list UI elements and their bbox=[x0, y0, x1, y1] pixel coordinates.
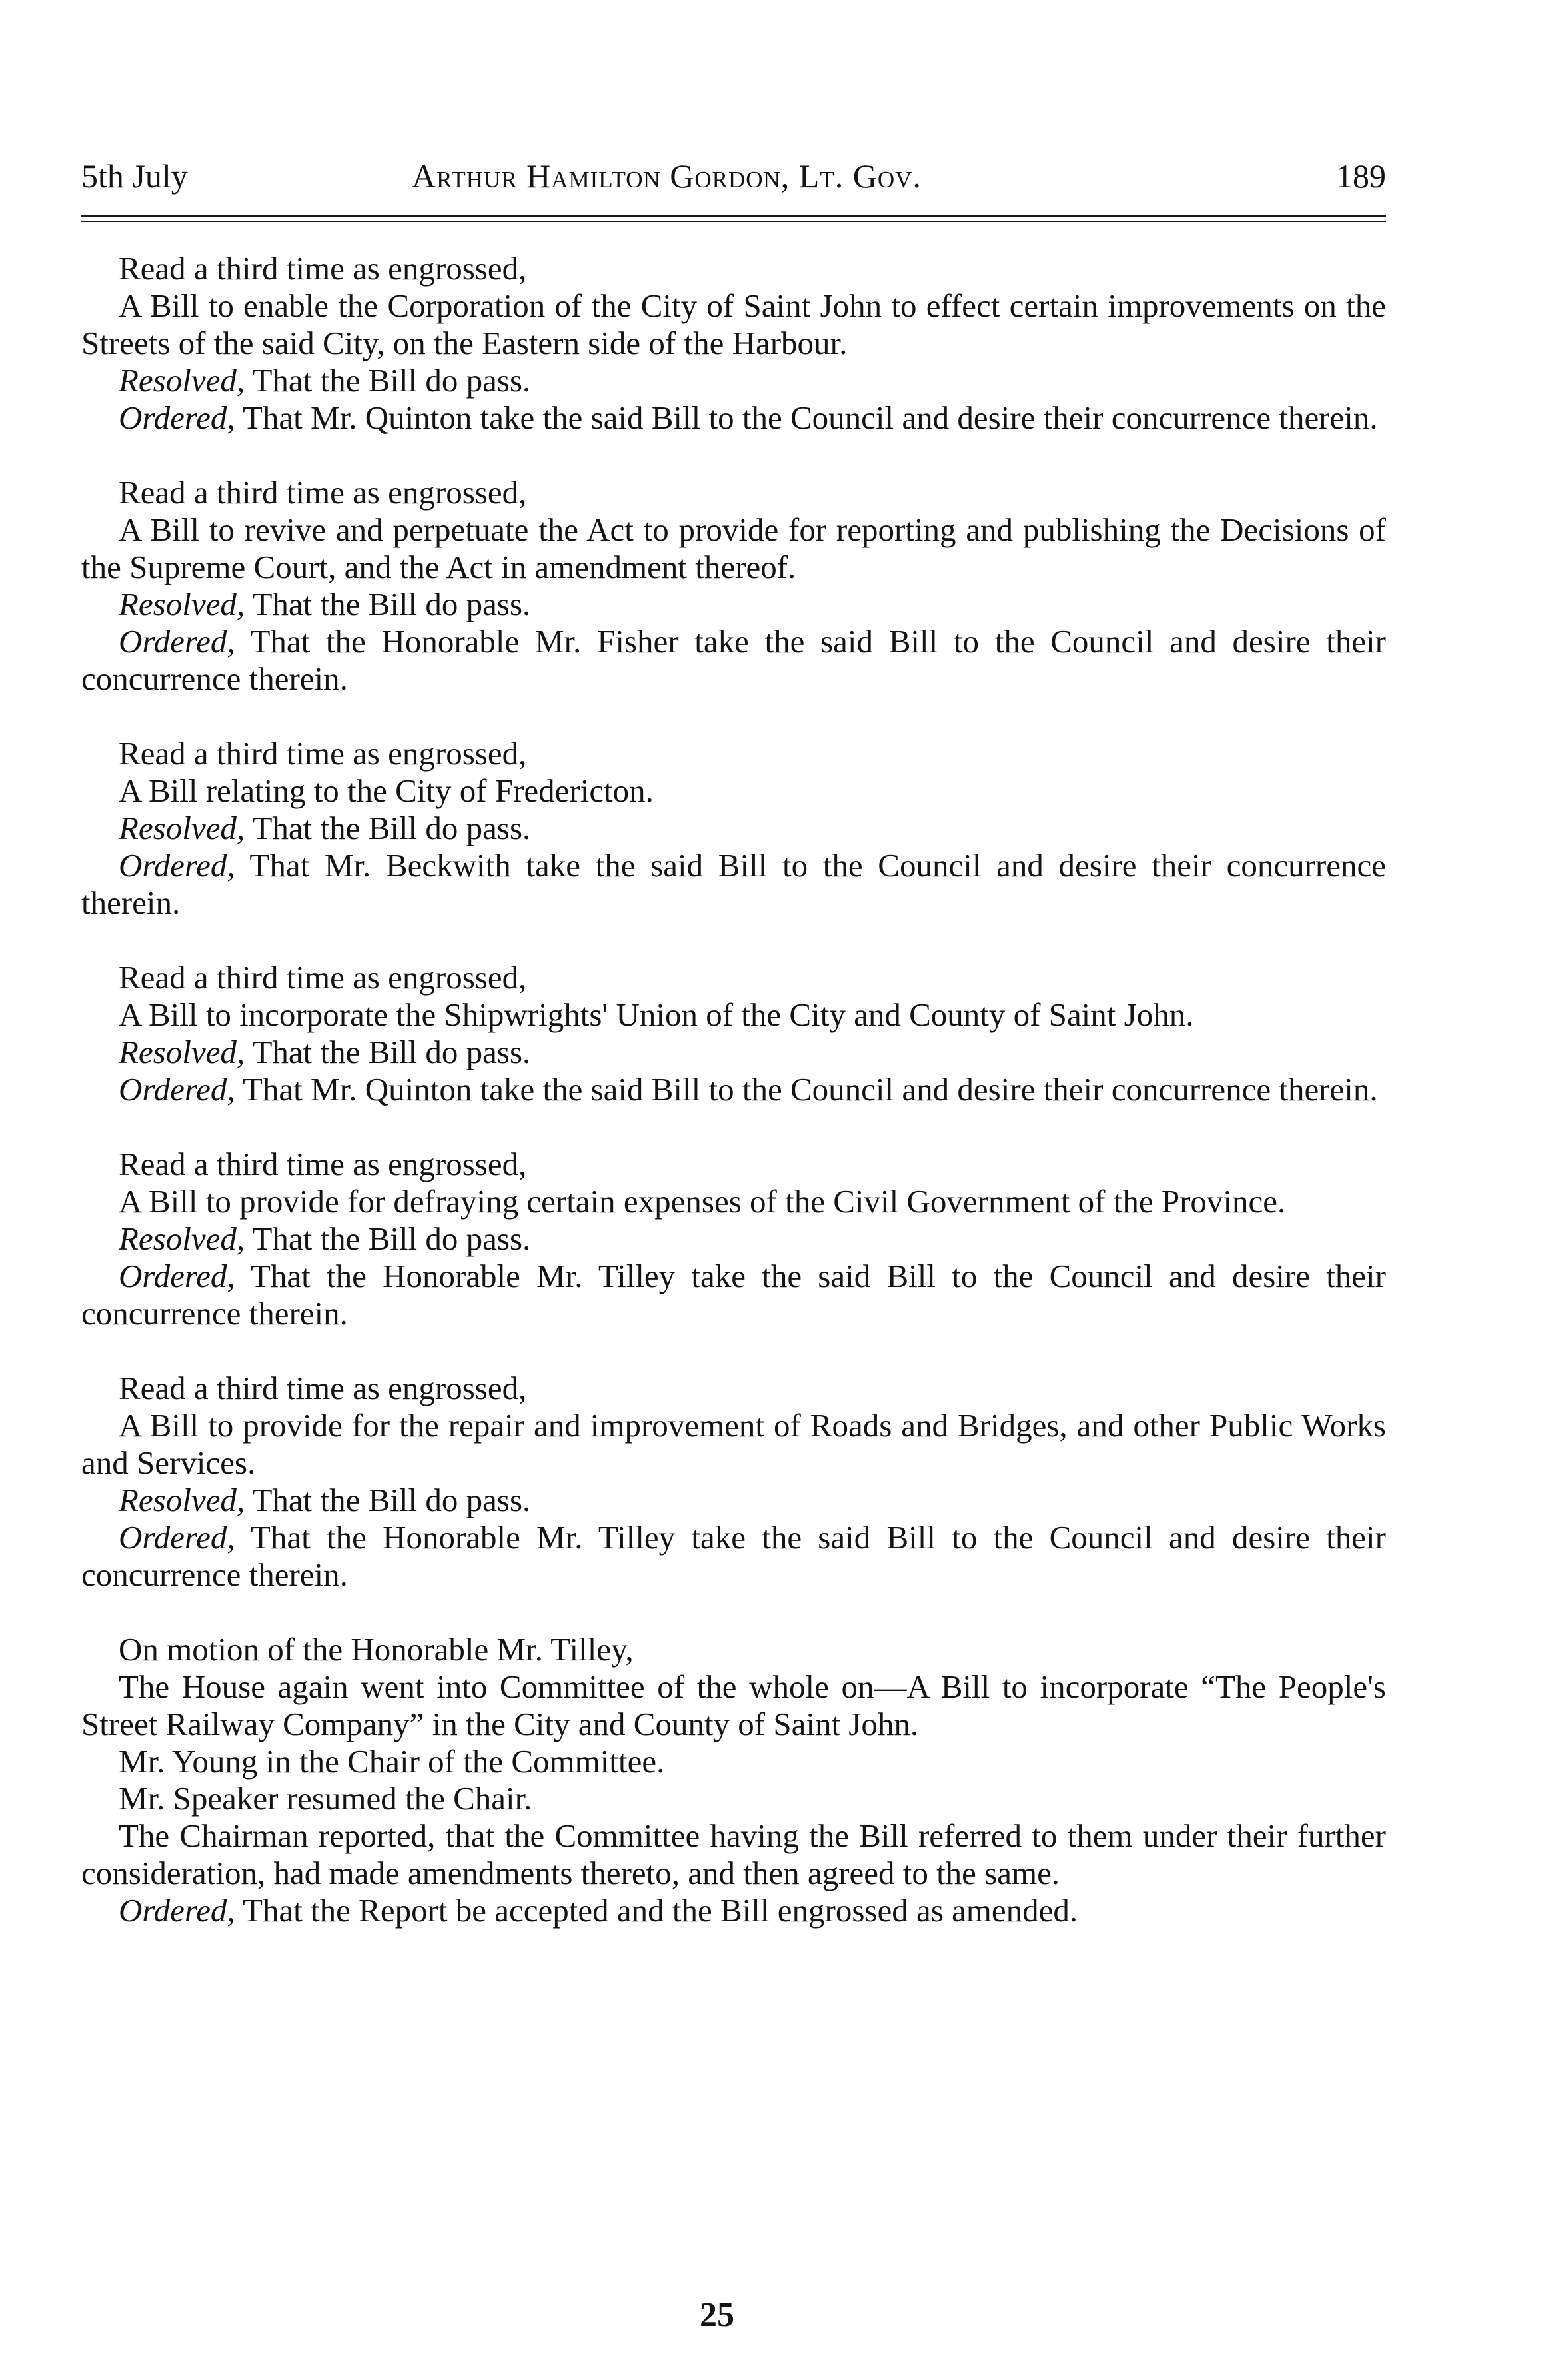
entry-paragraph bbox=[81, 474, 1386, 511]
entry-paragraph bbox=[81, 996, 1386, 1034]
journal-entry bbox=[81, 1370, 1386, 1594]
paragraph-text: That the Bill do pass. bbox=[245, 810, 531, 846]
paragraph-text: That the Honorable Mr. Tilley take the said Bill to the Council and desire their concurrence therein. bbox=[81, 1258, 1386, 1332]
header-title: Arthur Hamilton Gordon, Lt. Gov. bbox=[412, 157, 922, 195]
journal-entry bbox=[81, 1146, 1386, 1332]
paragraph-text: Mr. Young in the Chair of the Committee. bbox=[119, 1743, 665, 1780]
paragraph-text: That the Report be accepted and the Bill engrossed as amended. bbox=[235, 1892, 1078, 1929]
entry-paragraph bbox=[81, 1817, 1386, 1892]
paragraph-lead: Resolved, bbox=[119, 586, 245, 622]
entry-paragraph bbox=[81, 1892, 1386, 1929]
entry-paragraph bbox=[81, 1780, 1386, 1817]
paragraph-text: The Chairman reported, that the Committee having the Bill referred to them under their further consideration, had made amendments thereto, and then agreed to the same. bbox=[81, 1817, 1386, 1891]
entry-paragraph bbox=[81, 1183, 1386, 1220]
entry-paragraph bbox=[81, 847, 1386, 922]
header-date: 5th July bbox=[81, 157, 188, 195]
paragraph-text: That the Bill do pass. bbox=[245, 1034, 531, 1070]
entry-paragraph bbox=[81, 1220, 1386, 1258]
paragraph-text: A Bill to provide for defraying certain expenses of the Civil Government of the Province. bbox=[119, 1183, 1286, 1220]
header-rule-thin bbox=[81, 221, 1386, 222]
entry-paragraph bbox=[81, 399, 1386, 437]
entry-paragraph bbox=[81, 1668, 1386, 1743]
entry-paragraph bbox=[81, 1258, 1386, 1332]
paragraph-text: Read a third time as engrossed, bbox=[119, 250, 527, 287]
header-rule-thick bbox=[81, 215, 1386, 217]
paragraph-lead: Resolved, bbox=[119, 1034, 245, 1070]
paragraph-text: Read a third time as engrossed, bbox=[119, 735, 527, 772]
paragraph-text: That the Bill do pass. bbox=[245, 1482, 531, 1518]
paragraph-text: Read a third time as engrossed, bbox=[119, 1146, 527, 1182]
entry-paragraph bbox=[81, 1631, 1386, 1668]
entry-paragraph bbox=[81, 250, 1386, 287]
entry-paragraph bbox=[81, 1407, 1386, 1482]
paragraph-text: A Bill to provide for the repair and improvement of Roads and Bridges, and other Public Works and Services. bbox=[81, 1407, 1386, 1481]
paragraph-lead: Ordered, bbox=[119, 1892, 235, 1929]
entry-paragraph bbox=[81, 362, 1386, 399]
entry-paragraph bbox=[81, 287, 1386, 362]
paragraph-lead: Ordered, bbox=[119, 847, 235, 884]
paragraph-text: That the Bill do pass. bbox=[245, 1220, 531, 1257]
paragraph-lead: Ordered, bbox=[119, 1071, 235, 1108]
paragraph-lead: Ordered, bbox=[119, 399, 235, 436]
entry-paragraph bbox=[81, 1743, 1386, 1780]
paragraph-lead: Resolved, bbox=[119, 1220, 245, 1257]
paragraph-text: A Bill to revive and perpetuate the Act to provide for reporting and publishing the Decisions of the Supreme Court, and the Act in amendment thereof. bbox=[81, 511, 1386, 585]
paragraph-text: Read a third time as engrossed, bbox=[119, 474, 527, 511]
paragraph-lead: Resolved, bbox=[119, 1482, 245, 1518]
paragraph-text: That the Bill do pass. bbox=[245, 362, 531, 399]
paragraph-text: Read a third time as engrossed, bbox=[119, 1370, 527, 1406]
paragraph-lead: Resolved, bbox=[119, 810, 245, 846]
entry-paragraph bbox=[81, 772, 1386, 810]
paragraph-text: That Mr. Quinton take the said Bill to the Council and desire their concurrence therein. bbox=[235, 1071, 1378, 1108]
paragraph-text: Mr. Speaker resumed the Chair. bbox=[119, 1780, 532, 1817]
entry-paragraph bbox=[81, 1146, 1386, 1183]
paragraph-text: A Bill relating to the City of Fredericton. bbox=[119, 772, 654, 809]
paragraph-text: That the Honorable Mr. Tilley take the said Bill to the Council and desire their concurrence therein. bbox=[81, 1519, 1386, 1593]
entry-paragraph bbox=[81, 1482, 1386, 1519]
entry-paragraph bbox=[81, 623, 1386, 698]
paragraph-text: A Bill to incorporate the Shipwrights' Union of the City and County of Saint John. bbox=[119, 996, 1194, 1033]
journal-entry bbox=[81, 1631, 1386, 1929]
entry-paragraph bbox=[81, 1370, 1386, 1407]
journal-entry bbox=[81, 959, 1386, 1108]
journal-body bbox=[81, 250, 1386, 1967]
running-header bbox=[81, 150, 1386, 203]
paragraph-text: That Mr. Beckwith take the said Bill to the Council and desire their concurrence therein. bbox=[81, 847, 1386, 921]
paragraph-text: That the Bill do pass. bbox=[245, 586, 531, 622]
page-number: 189 bbox=[1336, 157, 1386, 195]
paragraph-lead: Ordered, bbox=[119, 1519, 235, 1556]
entry-paragraph bbox=[81, 1519, 1386, 1594]
entry-paragraph bbox=[81, 1071, 1386, 1108]
paragraph-lead: Ordered, bbox=[119, 1258, 235, 1294]
entry-paragraph bbox=[81, 959, 1386, 996]
paragraph-lead: Ordered, bbox=[119, 623, 235, 660]
signature-mark: 25 bbox=[700, 2296, 734, 2334]
entry-paragraph bbox=[81, 810, 1386, 847]
journal-entry bbox=[81, 250, 1386, 437]
paragraph-text: Read a third time as engrossed, bbox=[119, 959, 527, 996]
paragraph-text: That the Honorable Mr. Fisher take the said Bill to the Council and desire their concurrence therein. bbox=[81, 623, 1386, 697]
paragraph-lead: Resolved, bbox=[119, 362, 245, 399]
entry-paragraph bbox=[81, 511, 1386, 586]
paragraph-text: A Bill to enable the Corporation of the City of Saint John to effect certain improvements on the Streets of the said City, on the Eastern side of the Harbour. bbox=[81, 287, 1386, 361]
journal-entry bbox=[81, 474, 1386, 698]
entry-paragraph bbox=[81, 1034, 1386, 1071]
entry-paragraph bbox=[81, 586, 1386, 623]
paragraph-text: That Mr. Quinton take the said Bill to the Council and desire their concurrence therein. bbox=[235, 399, 1378, 436]
journal-entry bbox=[81, 735, 1386, 922]
entry-paragraph bbox=[81, 735, 1386, 772]
paragraph-text: On motion of the Honorable Mr. Tilley, bbox=[119, 1631, 634, 1668]
paragraph-text: The House again went into Committee of the whole on—A Bill to incorporate “The People's Street Railway Company” in the City and County of Saint John. bbox=[81, 1668, 1386, 1742]
